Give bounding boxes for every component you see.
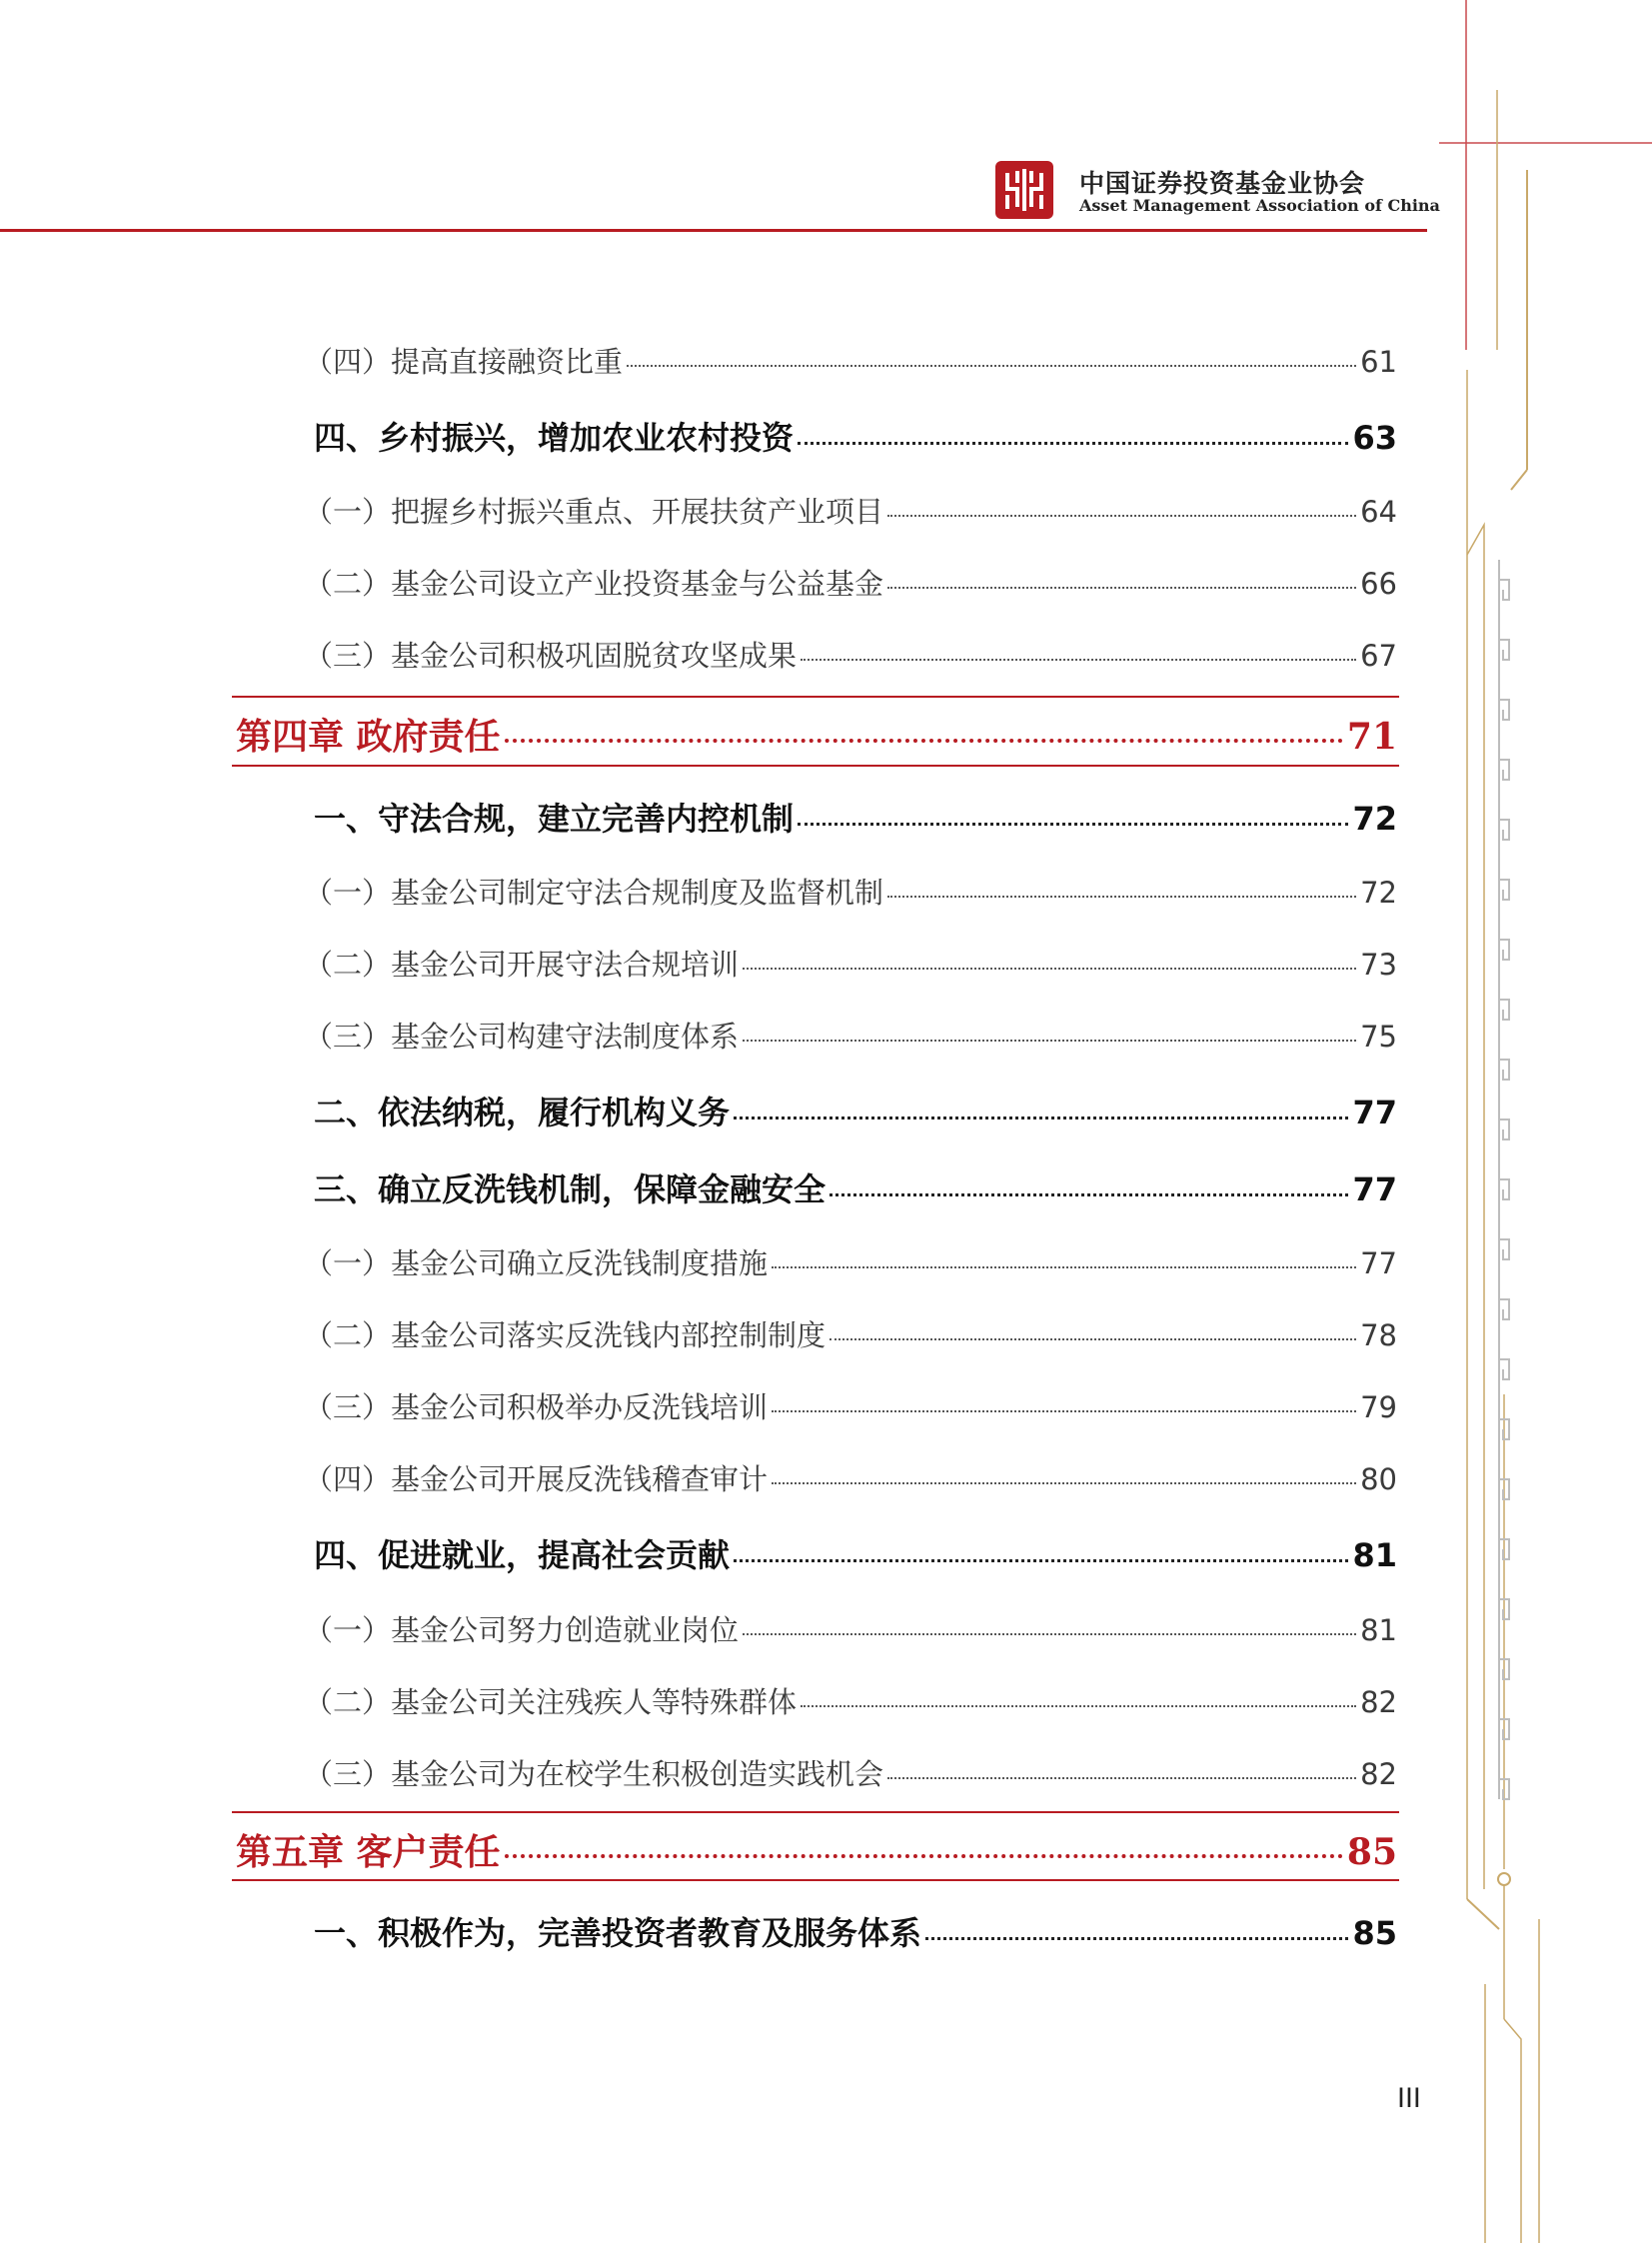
toc-leader-dots (734, 1559, 1348, 1562)
toc-entry[interactable] (314, 794, 1397, 840)
toc-entry[interactable] (304, 1680, 1397, 1721)
header-rule (0, 229, 1427, 232)
toc-entry-page: 81 (1360, 1613, 1397, 1647)
toc-leader-dots (772, 1410, 1356, 1412)
toc-chapter-page: 85 (1346, 1831, 1397, 1873)
toc-entry[interactable] (314, 413, 1397, 459)
toc-entry[interactable] (304, 1313, 1397, 1354)
toc-leader-dots (887, 587, 1356, 589)
toc-entry-title: （一）基金公司确立反洗钱制度措施 (304, 1246, 769, 1280)
toc-leader-dots (772, 1482, 1356, 1484)
toc-entry[interactable] (314, 1908, 1397, 1954)
toc-entry[interactable] (304, 340, 1397, 381)
toc-leader-dots (798, 823, 1348, 826)
toc-entry[interactable] (314, 1088, 1397, 1133)
toc-entry-title: 一、积极作为，完善投资者教育及服务体系 (314, 1914, 922, 1952)
chapter-rule (232, 696, 1399, 698)
toc-entry-title: （三）基金公司积极巩固脱贫攻坚成果 (304, 639, 798, 673)
toc-entry[interactable] (304, 943, 1397, 984)
toc-entry-page: 77 (1352, 1170, 1397, 1208)
chapter-rule (232, 765, 1399, 767)
toc-entry[interactable] (304, 562, 1397, 603)
toc-leader-dots (829, 1193, 1348, 1196)
toc-entry-page: 85 (1352, 1914, 1397, 1952)
toc-leader-dots (743, 968, 1356, 970)
toc-leader-dots (627, 365, 1356, 367)
toc-entry-page: 61 (1360, 345, 1397, 379)
toc-leader-dots (829, 1338, 1356, 1340)
decorative-border-ornament (1439, 0, 1652, 2243)
page-number: III (1397, 2083, 1421, 2114)
toc-entry[interactable] (304, 1752, 1397, 1793)
toc-entry-page: 66 (1360, 567, 1397, 601)
toc-entry[interactable] (304, 871, 1397, 912)
toc-entry-title: 一、守法合规，建立完善内控机制 (314, 800, 795, 838)
toc-leader-dots (798, 442, 1348, 445)
toc-leader-dots (505, 1854, 1343, 1858)
toc-entry-page: 77 (1352, 1094, 1397, 1131)
toc-entry-page: 82 (1360, 1685, 1397, 1719)
toc-entry-title: 四、促进就业，提高社会贡献 (314, 1536, 731, 1574)
toc-leader-dots (887, 515, 1356, 517)
toc-chapter-page: 71 (1346, 716, 1397, 758)
chapter-rule (232, 1811, 1399, 1813)
toc-leader-dots (772, 1266, 1356, 1268)
toc-entry-title: （二）基金公司关注残疾人等特殊群体 (304, 1685, 798, 1719)
toc-chapter[interactable] (236, 1824, 1397, 1875)
toc-entry-page: 79 (1360, 1390, 1397, 1424)
toc-entry[interactable] (304, 1608, 1397, 1649)
toc-entry-page: 72 (1360, 876, 1397, 910)
toc-leader-dots (734, 1117, 1348, 1120)
chapter-rule (232, 1879, 1399, 1881)
toc-entry[interactable] (304, 1241, 1397, 1282)
toc-entry-title: （一）基金公司努力创造就业岗位 (304, 1613, 740, 1647)
toc-entry-title: （四）提高直接融资比重 (304, 345, 624, 379)
toc-entry-page: 78 (1360, 1318, 1397, 1352)
toc-entry-title: （四）基金公司开展反洗钱稽查审计 (304, 1462, 769, 1496)
toc-leader-dots (801, 1705, 1356, 1707)
toc-entry-title: 三、确立反洗钱机制，保障金融安全 (314, 1170, 826, 1208)
toc-entry-page: 64 (1360, 495, 1397, 529)
toc-leader-dots (743, 1633, 1356, 1635)
toc-entry-title: （一）基金公司制定守法合规制度及监督机制 (304, 876, 884, 910)
toc-entry[interactable] (304, 490, 1397, 531)
toc-entry[interactable] (304, 634, 1397, 675)
toc-chapter[interactable] (236, 709, 1397, 760)
toc-entry-page: 73 (1360, 948, 1397, 982)
toc-entry[interactable] (304, 1457, 1397, 1498)
toc-entry-page: 75 (1360, 1020, 1397, 1054)
toc-entry-title: （二）基金公司设立产业投资基金与公益基金 (304, 567, 884, 601)
toc-leader-dots (505, 739, 1343, 743)
toc-leader-dots (925, 1937, 1348, 1940)
org-name-cn: 中国证券投资基金业协会 (1079, 169, 1366, 198)
toc-entry-page: 63 (1352, 419, 1397, 457)
toc-entry-title: （一）把握乡村振兴重点、开展扶贫产业项目 (304, 495, 884, 529)
toc-chapter-title: 第四章 政府责任 (236, 716, 501, 758)
toc-entry[interactable] (304, 1385, 1397, 1426)
toc-chapter-title: 第五章 客户责任 (236, 1831, 501, 1873)
amac-logo-icon (995, 161, 1053, 219)
toc-entry-page: 67 (1360, 639, 1397, 673)
toc-entry-title: 二、依法纳税，履行机构义务 (314, 1094, 731, 1131)
toc-entry-page: 81 (1352, 1536, 1397, 1574)
toc-entry-title: （三）基金公司为在校学生积极创造实践机会 (304, 1757, 884, 1791)
toc-entry-page: 77 (1360, 1246, 1397, 1280)
toc-entry-title: （二）基金公司开展守法合规培训 (304, 948, 740, 982)
toc-leader-dots (887, 896, 1356, 898)
org-name-en: Asset Management Association of China (1079, 196, 1440, 215)
toc-leader-dots (887, 1777, 1356, 1779)
toc-entry-page: 80 (1360, 1462, 1397, 1496)
toc-entry[interactable] (304, 1015, 1397, 1056)
toc-entry-page: 72 (1352, 800, 1397, 838)
toc-entry[interactable] (314, 1164, 1397, 1210)
toc-leader-dots (743, 1040, 1356, 1042)
toc-entry-page: 82 (1360, 1757, 1397, 1791)
toc-entry[interactable] (314, 1530, 1397, 1576)
toc-leader-dots (801, 659, 1356, 661)
toc-entry-title: （三）基金公司构建守法制度体系 (304, 1020, 740, 1054)
toc-entry-title: （三）基金公司积极举办反洗钱培训 (304, 1390, 769, 1424)
toc-entry-title: （二）基金公司落实反洗钱内部控制制度 (304, 1318, 826, 1352)
toc-entry-title: 四、乡村振兴，增加农业农村投资 (314, 419, 795, 457)
